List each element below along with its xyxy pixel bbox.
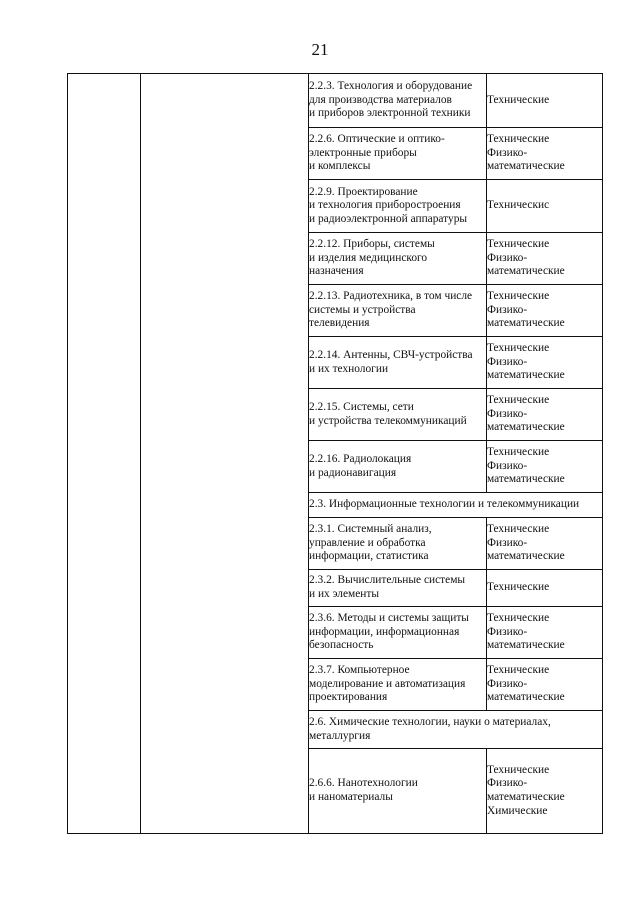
empty-column-2 [141, 74, 309, 834]
science-branch-list: Технические Физико- математические [487, 342, 565, 382]
specialty-name: 2.2.6. Оптические и оптико- электронные приборы и комплексы [309, 133, 445, 173]
science-branch-list: Техническис [487, 199, 550, 212]
specialty-cell [309, 337, 487, 389]
specialty-name: 2.3.7. Компьютерное моделирование и автоматизация проектирования [309, 664, 466, 704]
science-branch-list: Технические Физико- математические [487, 664, 565, 704]
specialty-name: 2.2.16. Радиолокация и радионавигация [309, 452, 412, 479]
specialty-cell [309, 659, 487, 711]
science-branch-cell [487, 441, 603, 493]
specialty-cell [309, 749, 487, 834]
specialty-cell [309, 607, 487, 659]
specialty-name: 2.2.13. Радиотехника, в том числе системы и устройства телевидения [309, 290, 473, 330]
science-branch-list: Технические Физико- математические [487, 290, 565, 330]
specialty-cell [309, 518, 487, 570]
table-row [68, 74, 603, 128]
science-branch-cell [487, 337, 603, 389]
specialty-cell [309, 570, 487, 607]
specialties-table [67, 73, 603, 834]
science-branch-cell [487, 233, 603, 285]
science-branch-cell [487, 74, 603, 128]
page-bottom-margin [0, 893, 640, 905]
science-branch-cell [487, 389, 603, 441]
science-branch-list: Технические Физико- математические [487, 523, 565, 563]
science-branch-cell [487, 749, 603, 834]
specialty-cell [309, 128, 487, 180]
specialty-name: 2.2.12. Приборы, системы и изделия медицинского назначения [309, 238, 435, 278]
specialty-cell [309, 389, 487, 441]
specialty-cell [309, 233, 487, 285]
specialty-cell [309, 441, 487, 493]
science-branch-list: Технические Физико- математические [487, 446, 565, 486]
science-branch-cell [487, 659, 603, 711]
science-branch-list: Технические Физико- математические [487, 612, 565, 652]
science-branch-cell [487, 180, 603, 233]
science-branch-list: Технические Физико- математические Химические [487, 763, 565, 817]
specialty-cell [309, 74, 487, 128]
empty-column-1 [68, 74, 141, 834]
science-branch-cell [487, 285, 603, 337]
specialty-cell [309, 180, 487, 233]
specialty-name: 2.3.1. Системный анализ, управление и обработка информации, статистика [309, 523, 432, 563]
science-branch-list: Технические Физико- математические [487, 238, 565, 278]
specialty-name: 2.2.15. Системы, сети и устройства телекоммуникаций [309, 400, 467, 427]
section-heading-cell [309, 711, 603, 749]
specialty-name: 2.2.3. Технология и оборудование для производства материалов и приборов электронной техники [309, 80, 473, 120]
science-branch-cell [487, 607, 603, 659]
science-branch-cell [487, 518, 603, 570]
science-branch-list: Технические Физико- математические [487, 394, 565, 434]
specialty-name: 2.3.2. Вычислительные системы и их элементы [309, 574, 466, 600]
section-heading-cell [309, 493, 603, 518]
specialty-name: 2.3.6. Методы и системы защиты информации, информационная безопасность [309, 612, 469, 652]
specialty-name: 2.2.9. Проектирование и технология приборостроения и радиоэлектронной аппаратуры [309, 185, 468, 225]
specialties-table-body [68, 74, 603, 834]
page-number: 21 [311, 40, 329, 59]
science-branch-list: Технические [487, 581, 550, 594]
specialty-name: 2.2.14. Антенны, СВЧ-устройства и их технологии [309, 348, 473, 375]
section-heading: 2.6. Химические технологии, науки о материалах, металлургия [309, 715, 551, 742]
science-branch-list: Технические Физико- математические [487, 133, 565, 173]
specialty-cell [309, 285, 487, 337]
section-heading: 2.3. Информационные технологии и телекоммуникации [309, 498, 580, 511]
science-branch-list: Технические [487, 93, 550, 106]
science-branch-cell [487, 128, 603, 180]
specialty-name: 2.6.6. Нанотехнологии и наноматериалы [309, 777, 418, 803]
science-branch-cell [487, 570, 603, 607]
